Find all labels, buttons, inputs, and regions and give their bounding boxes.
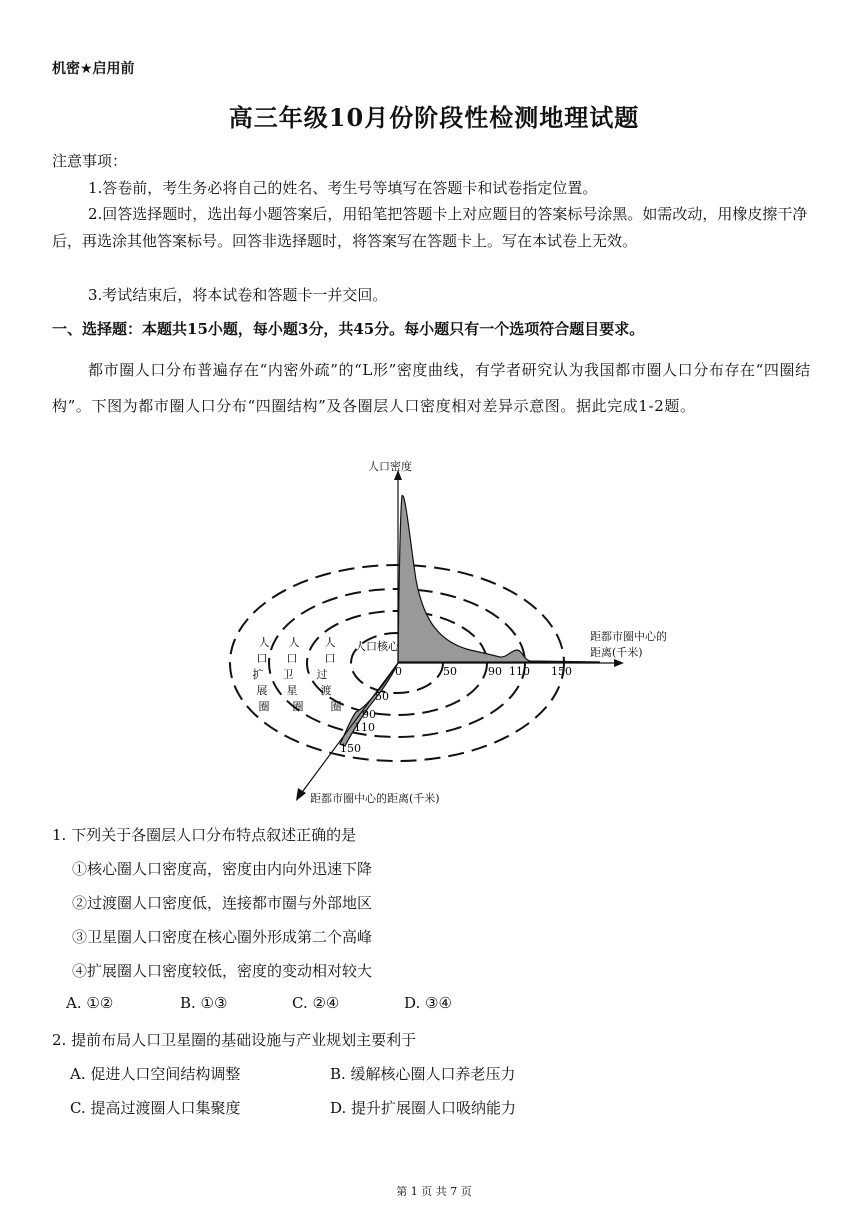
z-tick-110: 110 (354, 721, 375, 734)
z-tick-90: 90 (362, 708, 376, 721)
x-axis-label-1: 距都市圈中心的 (590, 630, 667, 643)
q1-statement-2: ②过渡圈人口密度低，连接都市圈与外部地区 (72, 894, 373, 912)
q1-stem: 1. 下列关于各圈层人口分布特点叙述正确的是 (52, 826, 357, 844)
svg-text:卫: 卫 (282, 668, 294, 681)
q2-option-d[interactable]: D. 提升扩展圈人口吸纳能力 (330, 1099, 517, 1117)
four-ring-figure (0, 450, 868, 810)
z-tick-150: 150 (340, 742, 361, 755)
svg-text:渡: 渡 (320, 684, 332, 697)
ring-transition-label (317, 636, 342, 713)
page-footer: 第 1 页 共 7 页 (396, 1185, 472, 1198)
z-axis-arrow-icon (296, 788, 306, 801)
ring-satellite-label (283, 636, 304, 713)
svg-text:人: 人 (324, 636, 336, 649)
x-tick-110: 110 (509, 665, 530, 678)
q1-option-d[interactable]: D. ③④ (404, 994, 452, 1012)
density-curve-x (398, 496, 600, 662)
section-heading: 一、选择题：本题共15小题，每小题3分，共45分。每小题只有一个选项符合题目要求。 (52, 320, 645, 338)
q1-option-b[interactable]: B. ①③ (180, 994, 228, 1012)
q2-stem: 2. 提前布局人口卫星圈的基础设施与产业规划主要利于 (52, 1031, 417, 1049)
x-axis-label-2: 距离(千米) (590, 646, 643, 659)
x-tick-0: 0 (395, 665, 402, 678)
note-item-1: 1.答卷前，考生务必将自己的姓名、考生号等填写在答题卡和试卷指定位置。 (88, 179, 598, 197)
x-tick-150: 150 (551, 665, 572, 678)
svg-text:圈: 圈 (292, 700, 304, 713)
svg-text:口: 口 (286, 652, 298, 665)
q1-option-a[interactable]: A. ①② (66, 994, 114, 1012)
svg-text:人: 人 (258, 636, 270, 649)
svg-text:过: 过 (316, 668, 328, 681)
svg-text:展: 展 (256, 684, 268, 697)
z-axis-label: 距都市圈中心的距离(千米) (310, 792, 440, 805)
confidential-label: 机密★启用前 (52, 61, 135, 77)
question-intro: 都市圈人口分布普遍存在“内密外疏”的“L形”密度曲线，有学者研究认为我国都市圈人口分布存在“四圈结构”。下图为都市圈人口分布“四圈结构”及各圈层人口密度相对差异示意图。据此完成1-2题。 (52, 361, 811, 415)
q2-option-c[interactable]: C. 提高过渡圈人口集聚度 (70, 1099, 241, 1117)
ring-expansion-label (253, 636, 270, 713)
svg-text:口: 口 (324, 652, 336, 665)
svg-text:口: 口 (256, 652, 268, 665)
note-item-2: 2.回答选择题时，选出每小题答案后，用铅笔把答题卡上对应题目的答案标号涂黑。如需改动，用橡皮擦干净后，再选涂其他答案标号。回答非选择题时，将答案写在答题卡上。写在本试卷上无效。 (52, 205, 808, 250)
x-tick-50: 50 (443, 665, 457, 678)
svg-text:圈: 圈 (258, 700, 270, 713)
svg-text:扩: 扩 (252, 668, 264, 681)
x-axis-arrow-icon (614, 659, 624, 667)
ring-core-label: 人口核心 (355, 640, 399, 653)
q1-statement-4: ④扩展圈人口密度较低，密度的变动相对较大 (72, 962, 373, 980)
q2-option-a[interactable]: A. 促进人口空间结构调整 (70, 1065, 241, 1083)
notes-heading: 注意事项： (52, 152, 128, 170)
exam-title: 高三年级10月份阶段性检测地理试题 (228, 103, 640, 132)
svg-text:星: 星 (286, 684, 298, 697)
z-tick-50: 50 (375, 690, 389, 703)
y-axis-label: 人口密度 (368, 460, 412, 473)
svg-text:人: 人 (288, 636, 300, 649)
q1-option-c[interactable]: C. ②④ (292, 994, 340, 1012)
x-tick-90: 90 (488, 665, 502, 678)
svg-text:圈: 圈 (330, 700, 342, 713)
q1-statement-3: ③卫星圈人口密度在核心圈外形成第二个高峰 (72, 928, 373, 946)
note-item-3: 3.考试结束后，将本试卷和答题卡一并交回。 (88, 286, 388, 304)
q2-option-b[interactable]: B. 缓解核心圈人口养老压力 (330, 1065, 516, 1083)
q1-statement-1: ①核心圈人口密度高，密度由内向外迅速下降 (72, 860, 373, 878)
